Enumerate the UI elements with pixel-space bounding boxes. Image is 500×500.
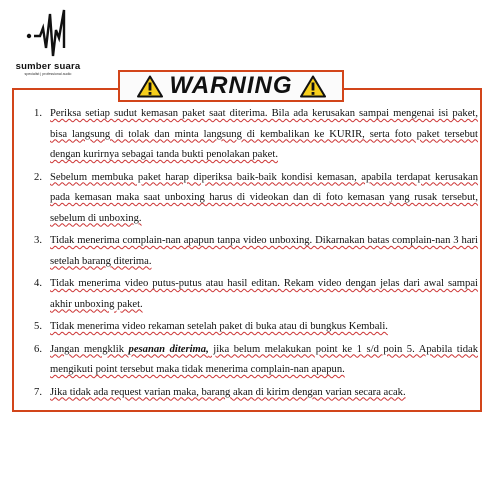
brand-tagline: specialist | professional audio <box>24 72 72 76</box>
rule-item <box>20 317 478 338</box>
rule-text: Tidak menerima video putus-putus atau hasil editan. Rekam video dengan jelas dari awal sampai akhir unboxing paket. <box>50 278 478 310</box>
rule-item <box>20 104 478 166</box>
rule-text-after: jika belum melakukan point ke 1 s/d poin 5. Apabila tidak mengikuti point tersebut maka tidak menerima complain-nan apapun. <box>50 343 478 375</box>
rule-item <box>20 274 478 315</box>
sound-wave-icon <box>26 8 70 60</box>
rule-item <box>20 168 478 230</box>
rule-text: Tidak menerima complain-nan apapun tanpa video unboxing. Dikarnakan batas complain-nan 3 hari setelah barang diterima. <box>50 235 478 267</box>
rule-text: Sebelum membuka paket harap diperiksa baik-baik kondisi kemasan, apabila terdapat kerusakan pada kemasan maka saat unboxing harus di videokan dan di foto kemasan yang rusak tersebut, sebelum di unboxing. <box>50 171 478 224</box>
rule-item <box>20 383 478 404</box>
rule-item <box>20 340 478 381</box>
warning-triangle-icon <box>137 75 163 98</box>
rule-text: Periksa setiap sudut kemasan paket saat diterima. Bila ada kerusakan sampai mengenai isi paket, bisa langsung di tolak dan minta langsung di kembalikan ke KURIR, serta foto paket tersebut dengan kurirnya sebagai tanda bukti penolakan paket. <box>50 108 478 160</box>
rule-text <box>50 340 478 381</box>
brand-name: sumber suara <box>15 61 81 72</box>
warning-banner <box>118 70 344 102</box>
warning-title: WARNING <box>169 72 293 99</box>
rule-number: 4. <box>34 278 42 289</box>
rule-number: 2. <box>34 171 42 183</box>
rule-text-before: Jangan mengklik <box>50 343 129 355</box>
rules-list <box>20 104 478 405</box>
rule-number: 6. <box>34 343 42 355</box>
logo <box>8 8 88 77</box>
rule-text: Jika tidak ada request varian maka, barang akan di kirim dengan varian secara acak. <box>50 386 406 398</box>
rule-text: Tidak menerima video rekaman setelah paket di buka atau di bungkus Kembali. <box>50 321 388 332</box>
rule-number: 3. <box>34 235 42 246</box>
rule-number: 1. <box>34 108 42 119</box>
rule-number: 5. <box>34 321 42 332</box>
warning-triangle-icon <box>300 75 326 98</box>
rule-item <box>20 231 478 272</box>
rule-number: 7. <box>34 386 42 398</box>
rule-text-emphasis: pesanan diterima, <box>128 343 209 355</box>
